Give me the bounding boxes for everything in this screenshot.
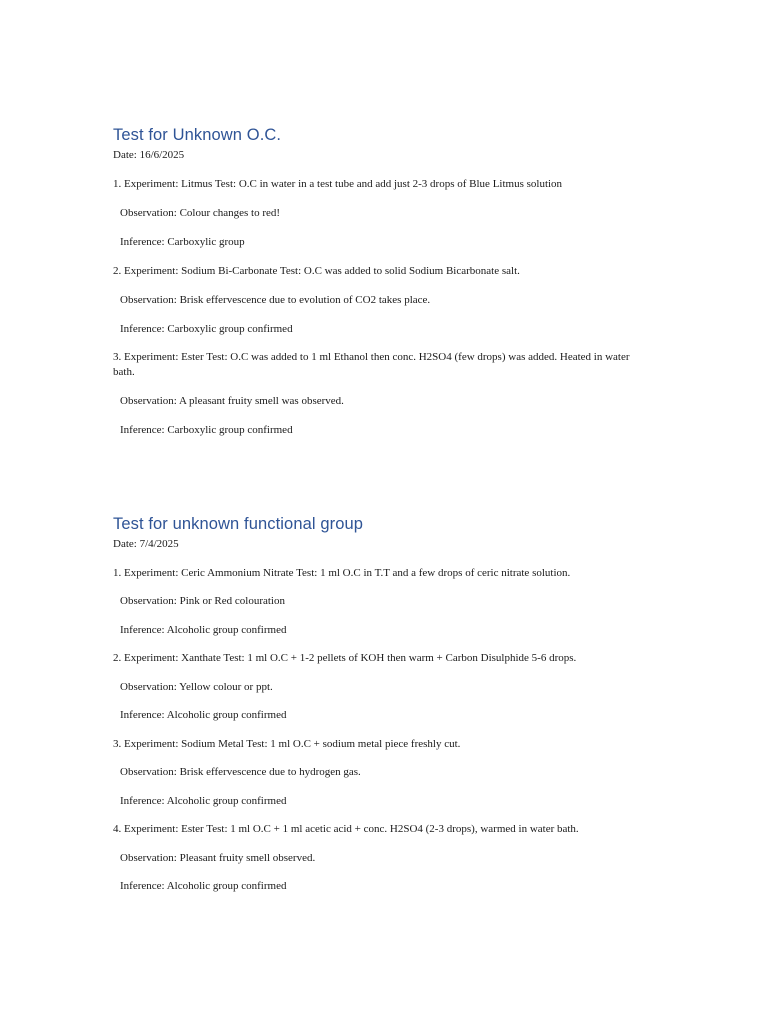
- inference-text: Inference: Carboxylic group confirmed: [120, 424, 293, 436]
- section-title: Test for Unknown O.C.: [113, 126, 282, 144]
- section-unknown-functional-group: [113, 514, 653, 894]
- section-title: Test for unknown functional group: [113, 515, 364, 533]
- inference-text: Inference: Alcoholic group confirmed: [120, 624, 287, 636]
- observation-text: Observation: Colour changes to red!: [120, 207, 281, 219]
- inference-text: Inference: Alcoholic group confirmed: [120, 709, 287, 721]
- experiment-text: 3. Experiment: Sodium Metal Test: 1 ml O.C + sodium metal piece freshly cut.: [113, 738, 461, 750]
- observation-text: Observation: Yellow colour or ppt.: [120, 681, 273, 693]
- observation-text: Observation: Brisk effervescence due to hydrogen gas.: [120, 766, 361, 778]
- observation-text: Observation: Pleasant fruity smell observed.: [120, 852, 316, 864]
- experiment-text: 1. Experiment: Ceric Ammonium Nitrate Test: 1 ml O.C in T.T and a few drops of ceric nitrate solution.: [113, 567, 571, 579]
- section-date: Date: 16/6/2025: [113, 149, 185, 161]
- section-unknown-oc: [113, 125, 653, 438]
- experiment-text: 4. Experiment: Ester Test: 1 ml O.C + 1 ml acetic acid + conc. H2SO4 (2-3 drops), warmed in water bath.: [113, 823, 579, 835]
- inference-text: Inference: Alcoholic group confirmed: [120, 880, 287, 892]
- experiment-text: 2. Experiment: Xanthate Test: 1 ml O.C + 1-2 pellets of KOH then warm + Carbon Disulphide 5-6 drops.: [113, 652, 577, 664]
- inference-text: Inference: Alcoholic group confirmed: [120, 795, 287, 807]
- inference-text: Inference: Carboxylic group confirmed: [120, 323, 293, 335]
- observation-text: Observation: Pink or Red colouration: [120, 595, 285, 607]
- observation-text: Observation: A pleasant fruity smell was observed.: [120, 395, 344, 407]
- observation-text: Observation: Brisk effervescence due to evolution of CO2 takes place.: [120, 294, 431, 306]
- section-date: Date: 7/4/2025: [113, 538, 179, 550]
- experiment-text: 2. Experiment: Sodium Bi-Carbonate Test: O.C was added to solid Sodium Bicarbonate salt.: [113, 265, 520, 277]
- experiment-text: 3. Experiment: Ester Test: O.C was added to 1 ml Ethanol then conc. H2SO4 (few drops) was added. Heated in water bath.: [113, 351, 630, 378]
- experiment-text: 1. Experiment: Litmus Test: O.C in water in a test tube and add just 2-3 drops of Blue Litmus solution: [113, 178, 563, 190]
- inference-text: Inference: Carboxylic group: [120, 236, 245, 248]
